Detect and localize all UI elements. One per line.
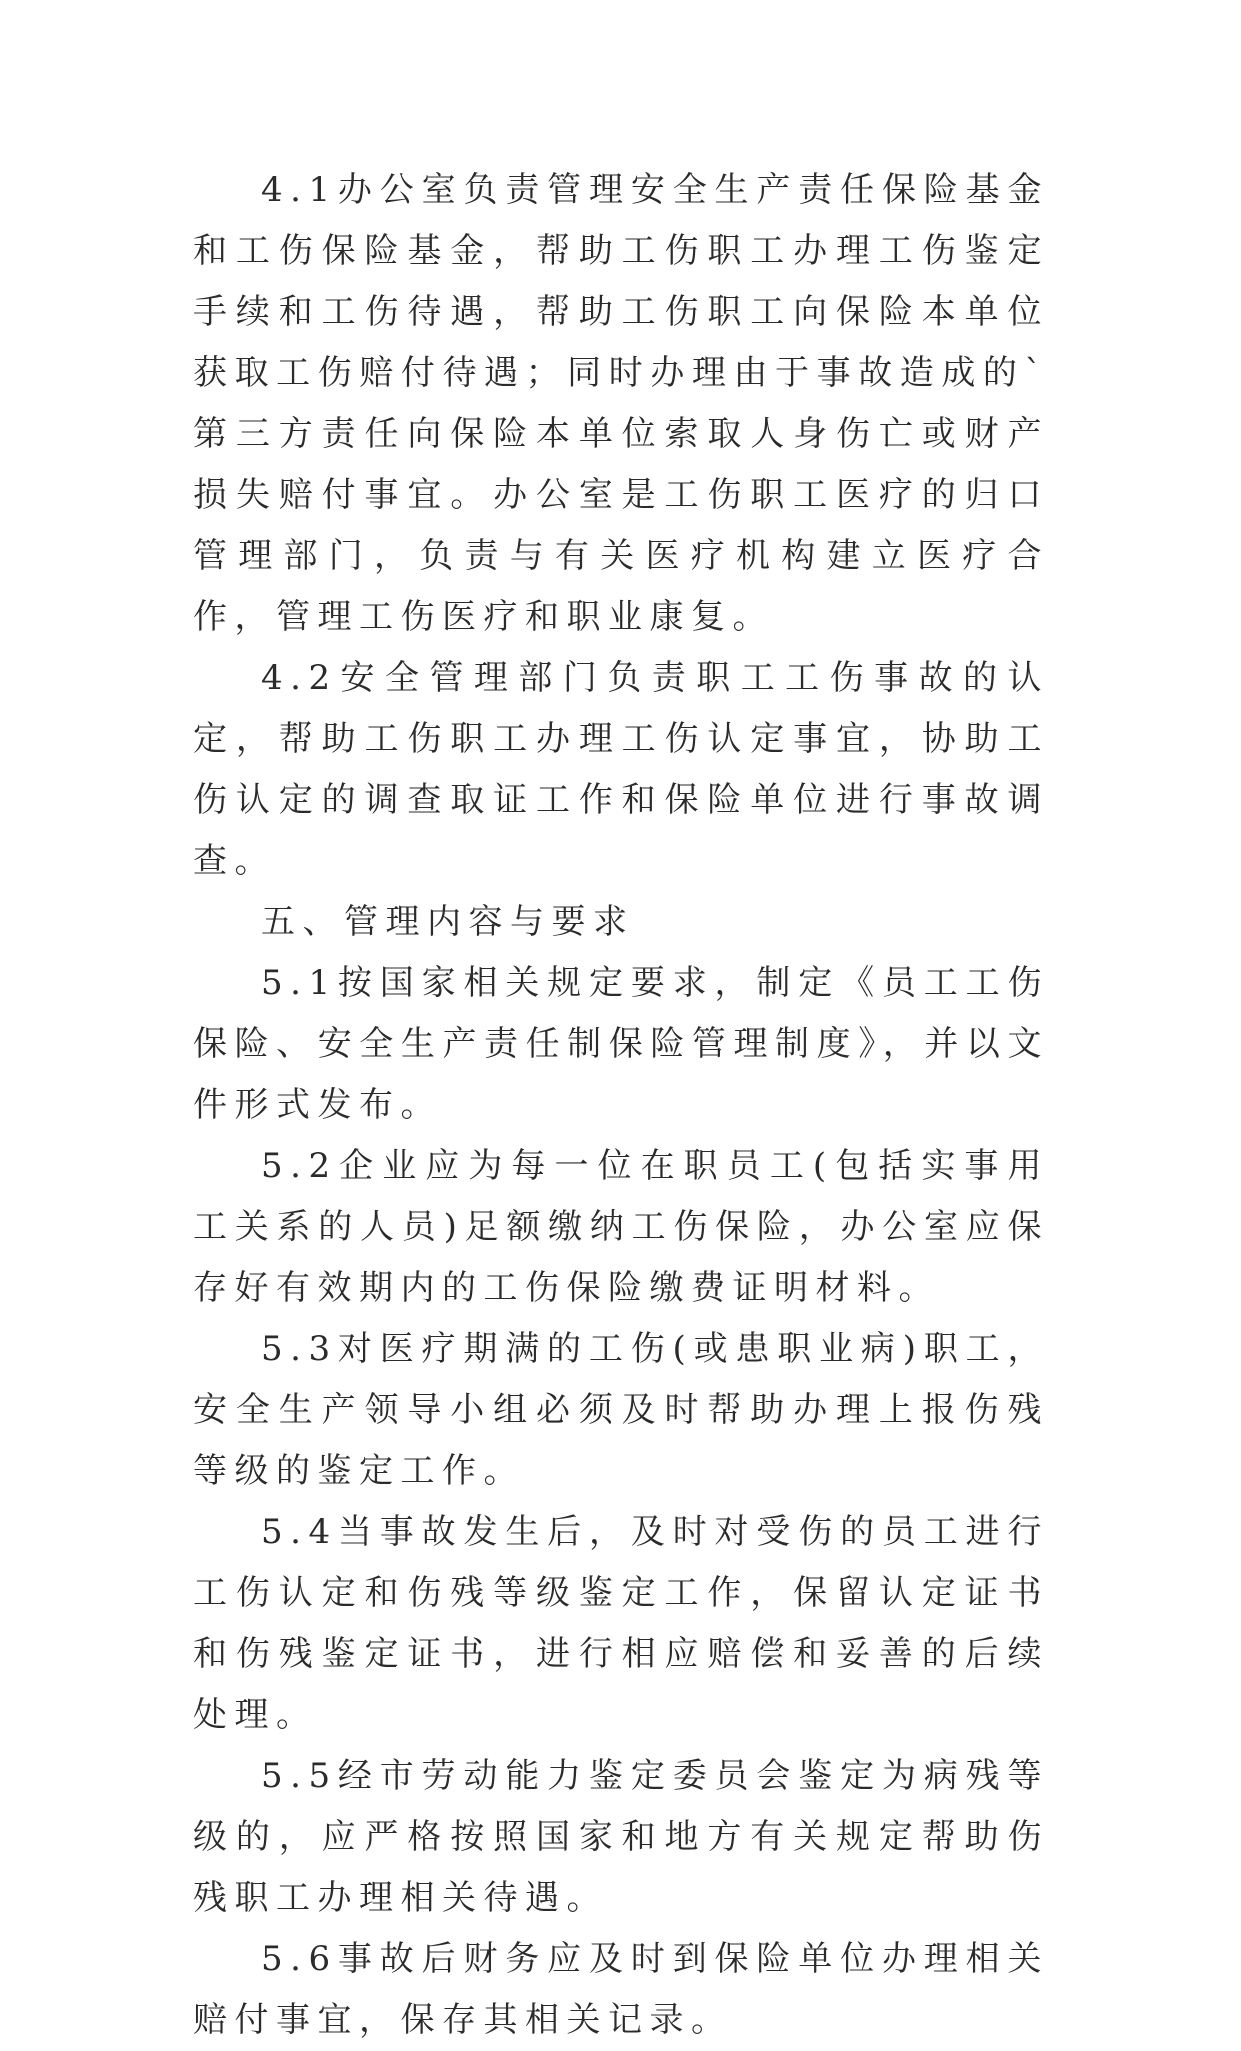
paragraph-5-4: 5.4当事故发生后，及时对受伤的员工进行工伤认定和伤残等级鉴定工作，保留认定证书和伤残鉴定证书，进行相应赔偿和妥善的后续处理。 (193, 1512, 1049, 1735)
section-heading-5: 五、管理内容与要求 (261, 902, 635, 942)
document-body (193, 160, 1049, 2051)
paragraph-5-6: 5.6事故后财务应及时到保险单位办理相关赔付事宜，保存其相关记录。 (193, 1939, 1049, 2040)
paragraph-5-5: 5.5经市劳动能力鉴定委员会鉴定为病残等级的，应严格按照国家和地方有关规定帮助伤残职工办理相关待遇。 (193, 1756, 1049, 1918)
paragraph-4-1: 4.1办公室负责管理安全生产责任保险基金和工伤保险基金，帮助工伤职工办理工伤鉴定手续和工伤待遇，帮助工伤职工向保险本单位获取工伤赔付待遇；同时办理由于事故造成的`第三方责任向保险本单位索取人身伤亡或财产损失赔付事宜。办公室是工伤职工医疗的归口管理部门，负责与有关医疗机构建立医疗合作，管理工伤医疗和职业康复。 (193, 170, 1049, 637)
paragraph-4-2: 4.2安全管理部门负责职工工伤事故的认定，帮助工伤职工办理工伤认定事宜，协助工伤认定的调查取证工作和保险单位进行事故调查。 (193, 658, 1049, 881)
paragraph-5-3: 5.3对医疗期满的工伤(或患职业病)职工，安全生产领导小组必须及时帮助办理上报伤残等级的鉴定工作。 (193, 1329, 1049, 1491)
paragraph-5-1: 5.1按国家相关规定要求，制定《员工工伤保险、安全生产责任制保险管理制度》，并以文件形式发布。 (193, 963, 1049, 1125)
paragraph-5-2: 5.2企业应为每一位在职员工(包括实事用工关系的人员)足额缴纳工伤保险，办公室应保存好有效期内的工伤保险缴费证明材料。 (193, 1146, 1049, 1308)
